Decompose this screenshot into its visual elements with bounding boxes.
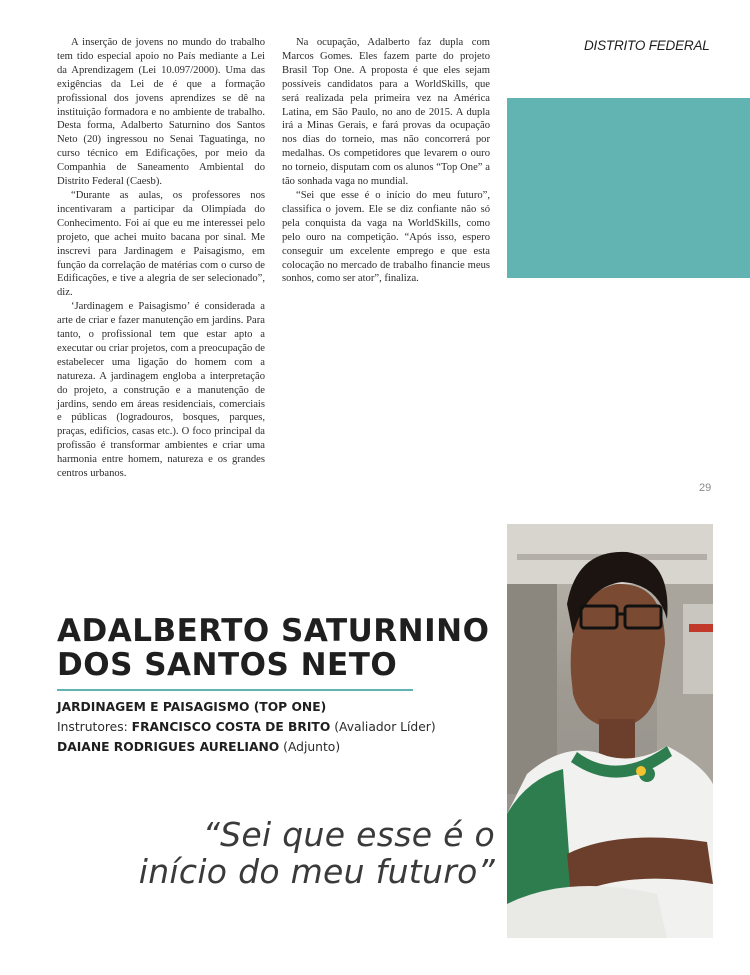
profile-name [57,614,489,682]
portrait-illustration [507,524,713,938]
portrait-photo [507,524,713,938]
title-divider [57,689,413,691]
section-label: DISTRITO FEDERAL [584,38,710,53]
profile-credits [57,697,436,757]
instructor-2-name: DAIANE RODRIGUES AURELIANO [57,740,280,754]
profile-name-line-1: ADALBERTO SATURNINO [57,613,490,649]
instructor-2-line [57,737,436,757]
article-column-2 [282,36,490,286]
occupation: JARDINAGEM E PAISAGISMO (TOP ONE) [57,700,327,714]
article-paragraph: “Sei que esse é o início do meu futuro”, classifica o jovem. Ele se diz confiante não só pela conquista da vaga na WorldSkills, como pelo ouro na competição. “Após isso, espero conseguir um excelente emprego e que esta colocação no mercado de trabalho financie meus sonhos, como ser ator”, finaliza. [282,189,490,285]
page-number: 29 [699,482,712,494]
article-paragraph: Na ocupação, Adalberto faz dupla com Marcos Gomes. Eles fazem parte do projeto Brasil Top One. A proposta é que eles sejam possíveis candidatos para a WorldSkills, que será realizada pela primeira vez na América Latina, em São Paulo, no ano de 2015. A dupla irá a Minas Gerais, e fará provas da ocupação nos dias do torneio, mas não concorrerá por medalhas. Os competidores que levarem o ouro no torneio, disputam com os alunos “Top One” a tão sonhada vaga no mundial. [282,37,490,188]
article-paragraph: “Durante as aulas, os professores nos incentivaram a participar da Olimpíada do Conhecimento. Foi aí que eu me interessei pelo projeto, que achei muito bacana por sinal. Me inscrevi para Jardinagem e Paisagismo, em função da correlação de matérias com o curso de Edificações, e tive a alegria de ser selecionado”, diz. [57,189,265,299]
pull-quote [70,816,495,890]
article-paragraph: ‘Jardinagem e Paisagismo’ é considerada a arte de criar e fazer manutenção em jardins. Para tanto, o profissional tem que estar apto a executar ou criar projetos, com a preocupação de estabelecer uma ligação do homem com a natureza. A jardinagem engloba a interpretação do projeto, a construção e a manutenção de jardins, sendo em áreas residenciais, comerciais e públicas (logradouros, bosques, parques, praças, edifícios, casas etc.). O foco principal da profissão é transformar ambientes e criar uma harmonia entre homem, natureza e os grandes centros urbanos. [57,301,265,480]
occupation-line [57,697,436,717]
pull-quote-line-1: “Sei que esse é o [202,815,495,854]
instructor-1-role: (Avaliador Líder) [334,720,436,734]
teal-color-block [507,98,750,278]
instructors-line [57,717,436,737]
instructors-label: Instrutores: [57,720,128,734]
profile-name-line-2: DOS SANTOS NETO [57,647,398,683]
instructor-1-name: FRANCISCO COSTA DE BRITO [131,720,331,734]
article-paragraph: A inserção de jovens no mundo do trabalho tem tido especial apoio no País mediante a Lei da Aprendizagem (Lei 10.097/2000). Uma das exigências da Lei de é que a formação profissional dos jovens aprendizes se dê na instituição formadora e no ambiente de trabalho. Desta forma, Adalberto Saturnino dos Santos Neto (20) ingressou no Senai Taguatinga, no curso técnico em Edificações, por meio da Companhia de Saneamento Ambiental do Distrito Federal (Caesb). [57,37,265,188]
pull-quote-line-2: início do meu futuro” [138,852,495,891]
article-column-1 [57,36,265,481]
instructor-2-role: (Adjunto) [283,740,341,754]
